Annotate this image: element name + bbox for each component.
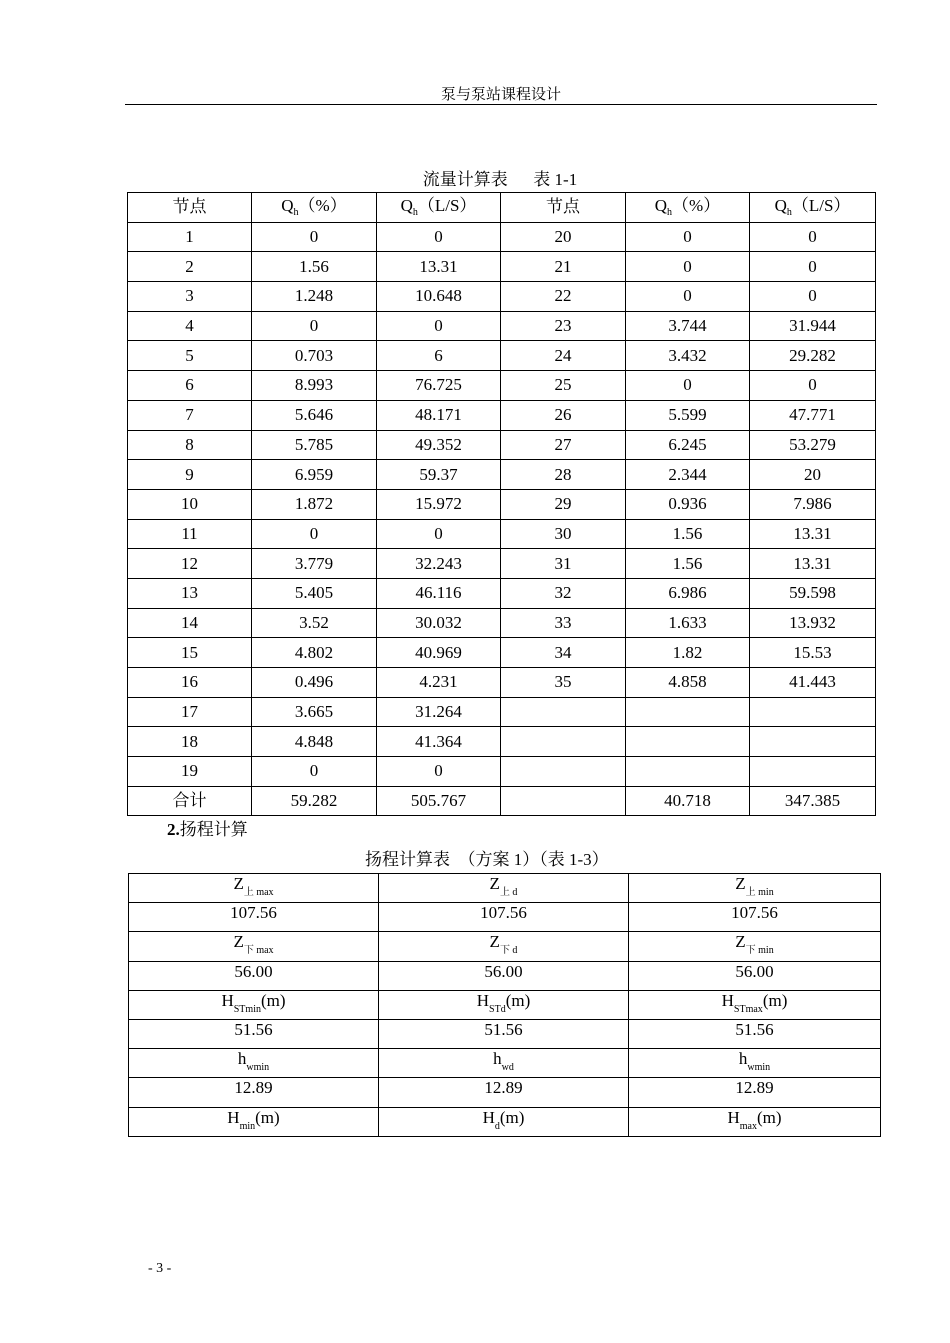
column-header (501, 193, 626, 223)
table-cell: 59.282 (252, 786, 377, 816)
table-row (129, 874, 881, 903)
table-cell: 59.37 (377, 460, 501, 490)
symbol-label (221, 990, 286, 1015)
table-cell: 21 (501, 252, 626, 282)
page-header: 泵与泵站课程设计 (440, 87, 561, 103)
table-cell: 5.646 (252, 400, 377, 430)
symbol-cell (379, 932, 629, 961)
symbol-label (654, 195, 721, 218)
table-row (128, 668, 876, 698)
table-cell: 4.802 (252, 638, 377, 668)
table-cell: 0.496 (252, 668, 377, 698)
table-cell: 3 (128, 282, 252, 312)
symbol-main: H (721, 990, 734, 1010)
table-cell: 5 (128, 341, 252, 371)
table-cell (501, 786, 626, 816)
table-cell: 48.171 (377, 400, 501, 430)
table-cell: 76.725 (377, 371, 501, 401)
value-cell: 107.56 (629, 903, 881, 932)
value-cell: 12.89 (129, 1078, 379, 1107)
table-cell: 15.972 (377, 489, 501, 519)
symbol-subscript: STd (489, 1003, 506, 1015)
table-cell: 23 (501, 311, 626, 341)
symbol-subscript: 下 min (745, 945, 774, 957)
table-cell: 47.771 (750, 400, 876, 430)
symbol-main: Z (735, 932, 746, 952)
symbol-subscript: 上 min (745, 887, 774, 898)
table-cell: 28 (501, 460, 626, 490)
symbol-subscript: max (739, 1120, 757, 1132)
symbol-subscript: h (412, 206, 418, 218)
table-cell: 41.364 (377, 727, 501, 757)
table-cell: 0 (252, 757, 377, 787)
table-cell: 0 (750, 222, 876, 252)
symbol-cell (379, 990, 629, 1019)
table-cell: 2 (128, 252, 252, 282)
table-cell: 合计 (128, 786, 252, 816)
table-cell: 12 (128, 549, 252, 579)
table-cell: 3.779 (252, 549, 377, 579)
table-cell: 0 (626, 252, 750, 282)
symbol-subscript: 下 max (243, 945, 274, 957)
symbol-label (476, 990, 531, 1015)
symbol-cell (129, 1049, 379, 1078)
symbol-subscript: min (239, 1120, 256, 1132)
symbol-cell (629, 990, 881, 1019)
symbol-subscript: 上 d (499, 887, 518, 898)
symbol-main: 节点 (546, 197, 580, 217)
table-cell: 34 (501, 638, 626, 668)
section-number: 2. (167, 820, 180, 839)
head-table (128, 873, 881, 1137)
table-cell (626, 697, 750, 727)
symbol-subscript: 下 d (499, 945, 518, 957)
symbol-main: h (493, 1049, 502, 1069)
table-cell: 4.231 (377, 668, 501, 698)
table-cell (750, 697, 876, 727)
symbol-main: Z (489, 932, 500, 952)
page-number: - 3 - (148, 1261, 172, 1276)
table-cell (501, 727, 626, 757)
table-row (128, 252, 876, 282)
table-cell: 41.443 (750, 668, 876, 698)
table-cell: 1.56 (252, 252, 377, 282)
table-row (128, 608, 876, 638)
table-cell: 13.31 (377, 252, 501, 282)
table-cell: 3.432 (626, 341, 750, 371)
table-row (128, 282, 876, 312)
table-cell: 31 (501, 549, 626, 579)
value-cell: 56.00 (379, 961, 629, 990)
table-cell: 27 (501, 430, 626, 460)
symbol-main: H (476, 990, 490, 1010)
table-row (129, 932, 881, 961)
table-cell: 347.385 (750, 786, 876, 816)
symbol-cell (129, 932, 379, 961)
table-cell (501, 757, 626, 787)
symbol-label (735, 932, 774, 957)
table-cell: 49.352 (377, 430, 501, 460)
table-cell: 6.959 (252, 460, 377, 490)
symbol-cell (129, 1107, 379, 1136)
column-header (626, 193, 750, 223)
table-cell: 31.264 (377, 697, 501, 727)
table-cell (501, 697, 626, 727)
symbol-main: Q (281, 195, 294, 215)
table-cell: 0 (377, 222, 501, 252)
table-cell: 59.598 (750, 578, 876, 608)
value-cell: 12.89 (629, 1078, 881, 1107)
table-cell: 46.116 (377, 578, 501, 608)
table-cell: 0 (750, 371, 876, 401)
symbol-label (493, 1049, 514, 1074)
symbol-cell (379, 1107, 629, 1136)
table-cell: 1.56 (626, 549, 750, 579)
symbol-label (482, 1107, 525, 1132)
table-cell: 13.31 (750, 519, 876, 549)
symbol-cell (629, 1107, 881, 1136)
table-row (128, 786, 876, 816)
symbol-main: h (738, 1049, 748, 1069)
table-cell: 24 (501, 341, 626, 371)
table-cell: 7.986 (750, 489, 876, 519)
symbol-subscript: wd (501, 1062, 514, 1074)
table-cell: 8.993 (252, 371, 377, 401)
symbol-main: H (727, 1107, 740, 1127)
table-cell: 6.245 (626, 430, 750, 460)
symbol-subscript: h (293, 206, 299, 218)
table-header-row (128, 193, 876, 223)
table-cell: 10 (128, 489, 252, 519)
table-cell: 1.872 (252, 489, 377, 519)
table-cell: 53.279 (750, 430, 876, 460)
table-cell: 5.785 (252, 430, 377, 460)
value-cell: 12.89 (379, 1078, 629, 1107)
value-cell: 107.56 (129, 903, 379, 932)
table-cell: 16 (128, 668, 252, 698)
table-row (128, 727, 876, 757)
symbol-subscript: STmin (233, 1003, 261, 1015)
table-cell: 8 (128, 430, 252, 460)
table-cell: 1.56 (626, 519, 750, 549)
table-cell: 3.52 (252, 608, 377, 638)
table-cell: 5.405 (252, 578, 377, 608)
table-cell: 40.718 (626, 786, 750, 816)
symbol-suffix: (m) (505, 990, 531, 1010)
table-cell: 29 (501, 489, 626, 519)
symbol-subscript: wmin (246, 1062, 270, 1074)
table-cell: 32 (501, 578, 626, 608)
table-cell: 4.858 (626, 668, 750, 698)
table-cell: 3.744 (626, 311, 750, 341)
table-cell: 2.344 (626, 460, 750, 490)
symbol-suffix: （%） (298, 195, 347, 215)
table-row (128, 697, 876, 727)
symbol-cell (379, 874, 629, 903)
table-cell: 25 (501, 371, 626, 401)
value-cell: 51.56 (379, 1019, 629, 1048)
value-cell: 107.56 (379, 903, 629, 932)
table-row (128, 489, 876, 519)
symbol-label (738, 1049, 771, 1074)
column-header (252, 193, 377, 223)
table-cell: 9 (128, 460, 252, 490)
table-row (129, 961, 881, 990)
table-row (128, 371, 876, 401)
symbol-label (735, 874, 774, 898)
table-cell: 14 (128, 608, 252, 638)
column-header (128, 193, 252, 223)
table-cell: 35 (501, 668, 626, 698)
table-cell: 13.31 (750, 549, 876, 579)
table-cell: 10.648 (377, 282, 501, 312)
symbol-label (237, 1049, 270, 1074)
table-cell (626, 727, 750, 757)
symbol-suffix: (m) (756, 1107, 782, 1127)
table-cell: 7 (128, 400, 252, 430)
table-cell (626, 757, 750, 787)
table-cell: 505.767 (377, 786, 501, 816)
table-row (128, 757, 876, 787)
symbol-label (721, 990, 788, 1015)
value-cell: 56.00 (129, 961, 379, 990)
table-cell: 29.282 (750, 341, 876, 371)
table-row (128, 549, 876, 579)
table-cell: 0 (626, 282, 750, 312)
section-title (167, 820, 248, 840)
symbol-suffix: （L/S） (417, 195, 477, 215)
table-row (129, 1049, 881, 1078)
flow-table (127, 192, 876, 816)
symbol-cell (379, 1049, 629, 1078)
symbol-main: Z (735, 874, 746, 893)
table-row (128, 400, 876, 430)
value-cell: 56.00 (629, 961, 881, 990)
table-row (128, 638, 876, 668)
table-cell: 6 (128, 371, 252, 401)
symbol-subscript: d (494, 1120, 500, 1132)
table-cell: 0 (377, 757, 501, 787)
table-cell: 13.932 (750, 608, 876, 638)
table-row (129, 903, 881, 932)
head-table-caption: 扬程计算表 （方案 1）（表 1-3） (365, 850, 609, 869)
symbol-suffix: （L/S） (791, 195, 851, 215)
table-cell: 0 (252, 519, 377, 549)
symbol-main: h (237, 1049, 247, 1069)
symbol-cell (629, 874, 881, 903)
table-cell: 4.848 (252, 727, 377, 757)
table-cell: 4 (128, 311, 252, 341)
table-cell: 0 (626, 371, 750, 401)
symbol-main: Q (654, 195, 668, 215)
symbol-main: H (221, 990, 234, 1010)
symbol-label (400, 195, 477, 218)
value-cell: 51.56 (129, 1019, 379, 1048)
symbol-suffix: (m) (255, 1107, 280, 1127)
table-cell: 11 (128, 519, 252, 549)
table-cell: 17 (128, 697, 252, 727)
table-cell: 13 (128, 578, 252, 608)
header-rule (125, 104, 877, 105)
table-cell: 3.665 (252, 697, 377, 727)
symbol-label (774, 195, 851, 218)
table-cell: 0 (377, 311, 501, 341)
table-row (129, 1019, 881, 1048)
table-cell: 33 (501, 608, 626, 638)
flow-table-caption: 流量计算表 表 1-1 (422, 170, 578, 189)
table-cell: 1.248 (252, 282, 377, 312)
table-cell: 6.986 (626, 578, 750, 608)
table-cell: 20 (750, 460, 876, 490)
table-row (128, 341, 876, 371)
table-row (129, 1078, 881, 1107)
symbol-suffix: （%） (672, 195, 721, 215)
symbol-main: H (227, 1107, 240, 1127)
table-cell: 0 (750, 252, 876, 282)
table-cell: 1.82 (626, 638, 750, 668)
table-cell: 0 (252, 222, 377, 252)
table-cell: 26 (501, 400, 626, 430)
table-row (128, 578, 876, 608)
symbol-subscript: 上 max (243, 887, 274, 898)
symbol-main: 节点 (172, 197, 207, 217)
symbol-cell (129, 874, 379, 903)
symbol-label (546, 197, 580, 216)
table-row (128, 519, 876, 549)
symbol-subscript: h (786, 206, 792, 218)
table-cell: 0.936 (626, 489, 750, 519)
table-cell: 19 (128, 757, 252, 787)
table-cell (750, 757, 876, 787)
table-cell (750, 727, 876, 757)
table-cell: 0 (377, 519, 501, 549)
table-cell: 0 (626, 222, 750, 252)
symbol-label (281, 195, 347, 218)
table-cell: 0.703 (252, 341, 377, 371)
symbol-cell (129, 990, 379, 1019)
table-cell: 20 (501, 222, 626, 252)
table-row (128, 311, 876, 341)
column-header (377, 193, 501, 223)
symbol-label (489, 874, 518, 898)
table-cell: 30 (501, 519, 626, 549)
symbol-subscript: STmax (733, 1003, 763, 1015)
symbol-label (173, 197, 207, 216)
symbol-main: Q (400, 195, 413, 215)
table-cell: 5.599 (626, 400, 750, 430)
symbol-main: Z (489, 874, 500, 893)
table-cell: 0 (252, 311, 377, 341)
table-cell: 22 (501, 282, 626, 312)
symbol-label (489, 932, 518, 957)
symbol-suffix: (m) (260, 990, 286, 1010)
table-cell: 15.53 (750, 638, 876, 668)
table-cell: 15 (128, 638, 252, 668)
symbol-subscript: h (667, 206, 673, 218)
table-row (128, 460, 876, 490)
symbol-main: H (482, 1107, 495, 1127)
symbol-label (227, 1107, 280, 1132)
table-cell: 6 (377, 341, 501, 371)
table-cell: 40.969 (377, 638, 501, 668)
table-row (129, 1107, 881, 1136)
symbol-label (233, 874, 274, 898)
symbol-main: Q (774, 195, 787, 215)
symbol-subscript: wmin (747, 1062, 771, 1074)
table-cell: 18 (128, 727, 252, 757)
table-row (128, 222, 876, 252)
table-cell: 30.032 (377, 608, 501, 638)
table-row (129, 990, 881, 1019)
value-cell: 51.56 (629, 1019, 881, 1048)
table-cell: 1 (128, 222, 252, 252)
symbol-label (727, 1107, 782, 1132)
column-header (750, 193, 876, 223)
symbol-label (233, 932, 274, 957)
symbol-main: Z (233, 874, 244, 893)
table-cell: 32.243 (377, 549, 501, 579)
symbol-suffix: (m) (499, 1107, 525, 1127)
section-title-text: 扬程计算 (179, 820, 248, 839)
symbol-suffix: (m) (762, 990, 788, 1010)
table-row (128, 430, 876, 460)
symbol-cell (629, 1049, 881, 1078)
table-cell: 1.633 (626, 608, 750, 638)
symbol-main: Z (233, 932, 244, 952)
table-cell: 31.944 (750, 311, 876, 341)
table-cell: 0 (750, 282, 876, 312)
symbol-cell (629, 932, 881, 961)
